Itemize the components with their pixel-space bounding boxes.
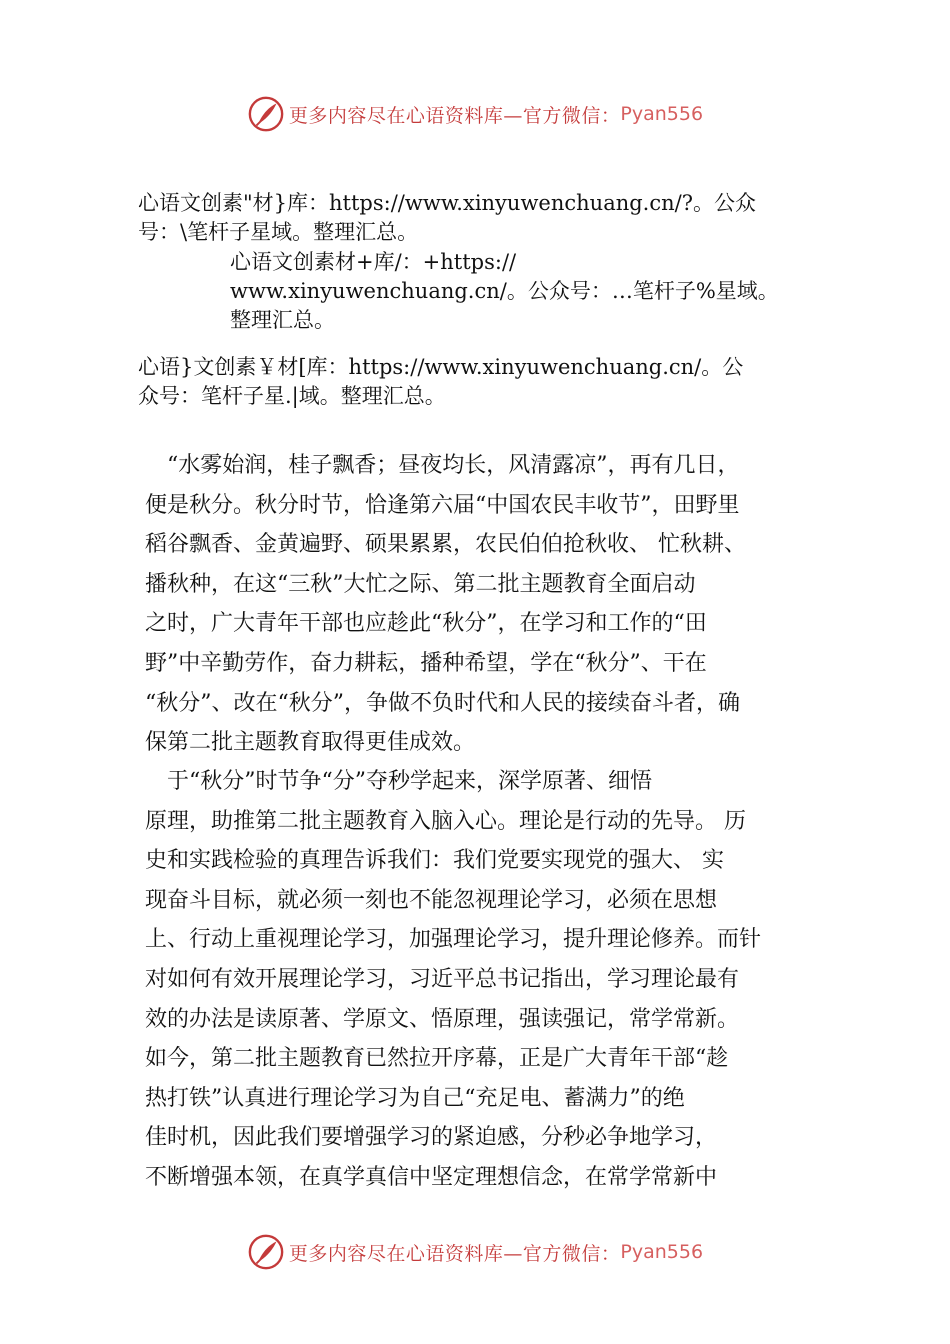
banner-text: 更多内容尽在心语资料库—官方微信： xyxy=(288,104,621,127)
paragraph-line: “水雾始润，桂子飘香；昼夜均长，风清露凉”，再有几日， xyxy=(145,453,740,478)
banner-text: 更多内容尽在心语资料库—官方微信： xyxy=(288,1242,621,1265)
paragraph-line: “秋分”、改在“秋分”，争做不负时代和人民的接续奋斗者，确 xyxy=(145,690,740,716)
footer-banner xyxy=(0,1230,950,1274)
paragraph-line: 稻谷飘香、金黄遍野、硕果累累，农民伯伯抢秋收、 忙秋耕、 xyxy=(145,532,746,558)
paragraph-line: 现奋斗目标，就必须一刻也不能忽视理论学习，必须在思想 xyxy=(145,887,718,913)
paragraph-line: 原理，助推第二批主题教育入脑入心。理论是行动的先导。 历 xyxy=(145,808,746,834)
source-note-3 xyxy=(138,353,743,411)
paragraph-line: 播秋种，在这“三秋”大忙之际、第二批主题教育全面启动 xyxy=(145,571,696,597)
source-line: 整理汇总。 xyxy=(230,308,335,332)
banner-contact: Pyan556 xyxy=(620,103,704,125)
paragraph-line: 史和实践检验的真理告诉我们：我们党要实现党的强大、 实 xyxy=(145,848,724,874)
body-paragraph-1 xyxy=(145,446,746,763)
paragraph-line: 如今，第二批主题教育已然拉开序幕，正是广大青年干部“趁 xyxy=(145,1046,729,1072)
body-paragraph-2 xyxy=(145,762,761,1198)
paragraph-line: 上、行动上重视理论学习，加强理论学习，提升理论修养。而针 xyxy=(145,927,762,953)
source-line: www.xinyuwenchuang.cn/。公众号：…笔杆子%星域。 xyxy=(230,279,779,303)
paragraph-line: 野”中辛勤劳作，奋力耕耘，播种希望，学在“秋分”、干在 xyxy=(145,650,707,676)
quill-logo-icon xyxy=(247,1233,285,1271)
paragraph-line: 对如何有效开展理论学习，习近平总书记指出，学习理论最有 xyxy=(145,966,740,992)
banner-contact: Pyan556 xyxy=(620,1241,704,1263)
paragraph-line: 热打铁”认真进行理论学习为自己“充足电、蓄满力”的绝 xyxy=(145,1085,685,1111)
source-note-2 xyxy=(230,248,779,335)
source-line: 心语文创素"材}库：https://www.xinyuwenchuang.cn/?。公众 xyxy=(138,191,756,215)
paragraph-line: 之时，广大青年干部也应趁此“秋分”，在学习和工作的“田 xyxy=(145,611,707,637)
source-note-1 xyxy=(138,189,756,247)
quill-logo-icon xyxy=(247,95,285,133)
paragraph-line: 便是秋分。秋分时节，恰逢第六届“中国农民丰收节”，田野里 xyxy=(145,492,740,518)
source-line: 众号：笔杆子星.|域。整理汇总。 xyxy=(138,384,446,408)
paragraph-line: 保第二批主题教育取得更佳成效。 xyxy=(145,730,476,756)
source-line: 号：\笔杆子星域。整理汇总。 xyxy=(138,220,419,244)
paragraph-line: 于“秋分”时节争“分”夺秒学起来，深学原著、细悟 xyxy=(145,769,652,794)
source-line: 心语}文创素￥材[库：https://www.xinyuwenchuang.cn/。公 xyxy=(138,355,744,379)
paragraph-line: 不断增强本领，在真学真信中坚定理想信念，在常学常新中 xyxy=(145,1164,718,1190)
source-line: 心语文创素材+库/：+https:// xyxy=(230,250,517,274)
paragraph-line: 佳时机，因此我们要增强学习的紧迫感，分秒必争地学习， xyxy=(145,1125,718,1151)
header-banner xyxy=(0,92,950,136)
paragraph-line: 效的办法是读原著、学原文、悟原理，强读强记，常学常新。 xyxy=(145,1006,740,1032)
